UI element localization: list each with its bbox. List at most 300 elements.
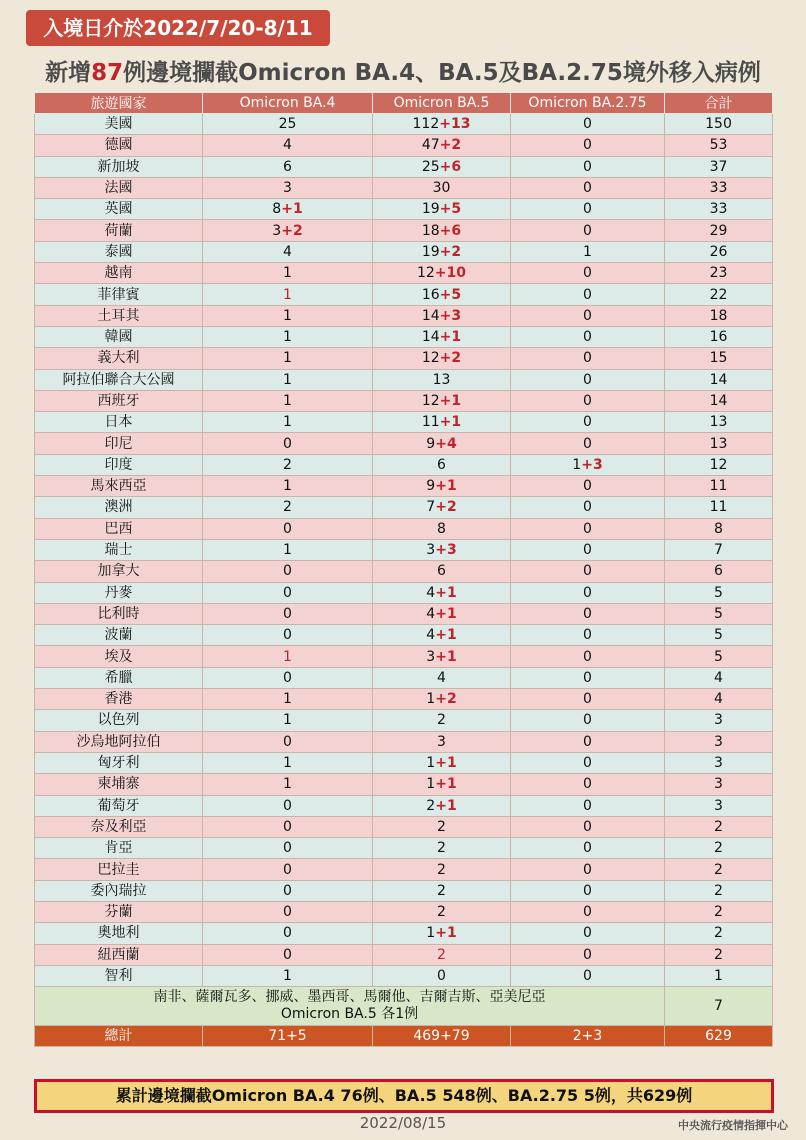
ba4-cell-base: 0 — [283, 733, 292, 750]
ba275-cell-base: 0 — [583, 648, 592, 665]
ba5-cell — [373, 476, 511, 497]
total-cell — [665, 582, 773, 603]
ba275-cell-base: 0 — [583, 371, 592, 388]
table-row — [35, 135, 773, 156]
ba275-cell-base: 0 — [583, 414, 592, 431]
total-cell-value: 2 — [714, 861, 723, 878]
ba5-cell-added: +2 — [439, 243, 462, 260]
country-cell — [35, 497, 203, 518]
table-row — [35, 156, 773, 177]
ba275-cell-added: +3 — [581, 456, 603, 473]
table-row — [35, 199, 773, 220]
ba4-cell-base: 1 — [283, 478, 292, 495]
total-cell — [665, 390, 773, 411]
table-row — [35, 838, 773, 859]
country-cell — [35, 476, 203, 497]
ba4-cell — [203, 476, 373, 497]
ba4-cell-base: 0 — [283, 861, 292, 878]
ba275-cell — [511, 923, 665, 944]
ba275-cell-base: 0 — [583, 669, 592, 686]
ba275-cell — [511, 199, 665, 220]
ba4-cell-base: 2 — [283, 499, 292, 516]
ba4-cell — [203, 880, 373, 901]
ba4-cell — [203, 433, 373, 454]
total-cell — [665, 731, 773, 752]
ba5-cell-added: +1 — [435, 648, 457, 665]
ba4-cell-base: 0 — [283, 627, 292, 644]
ba4-cell — [203, 412, 373, 433]
ba5-cell — [373, 689, 511, 710]
ba4-cell — [203, 284, 373, 305]
country-cell-value: 奧地利 — [97, 925, 140, 942]
ba275-cell — [511, 582, 665, 603]
ba5-cell-base: 1 — [426, 755, 436, 772]
total-cell-value: 26 — [709, 243, 728, 260]
ba5-cell — [373, 114, 511, 135]
country-cell-value: 阿拉伯聯合大公國 — [62, 371, 175, 388]
ba275-cell — [511, 603, 665, 624]
ba5-cell — [373, 497, 511, 518]
ba5-cell — [373, 582, 511, 603]
ba5-cell-base: 14 — [421, 329, 440, 346]
total-cell-value: 8 — [714, 520, 723, 537]
country-cell — [35, 838, 203, 859]
total-cell — [665, 838, 773, 859]
ba275-cell — [511, 369, 665, 390]
total-ba5: 469+79 — [373, 1026, 511, 1047]
country-cell — [35, 199, 203, 220]
country-cell — [35, 220, 203, 241]
ba5-cell-base: 2 — [437, 904, 446, 921]
total-cell-value: 22 — [709, 286, 728, 303]
ba5-cell — [373, 923, 511, 944]
total-cell — [665, 774, 773, 795]
ba4-cell — [203, 390, 373, 411]
ba4-cell-base: 1 — [283, 542, 292, 559]
total-cell — [665, 689, 773, 710]
total-cell-value: 7 — [714, 542, 723, 559]
country-cell-value: 荷蘭 — [104, 222, 133, 239]
ba4-cell — [203, 199, 373, 220]
country-cell — [35, 369, 203, 390]
country-cell — [35, 326, 203, 347]
ba4-cell-added: +1 — [281, 201, 303, 218]
country-cell — [35, 795, 203, 816]
ba5-cell-base: 12 — [421, 350, 440, 367]
total-cell — [665, 859, 773, 880]
ba4-cell — [203, 305, 373, 326]
table-row — [35, 518, 773, 539]
ba5-cell — [373, 667, 511, 688]
total-cell-value: 18 — [709, 307, 728, 324]
ba4-cell-base: 0 — [283, 904, 292, 921]
ba5-cell-added: +1 — [435, 584, 457, 601]
ba5-cell — [373, 710, 511, 731]
header-country: 旅遊國家 — [35, 93, 203, 114]
ba4-cell — [203, 923, 373, 944]
ba275-cell — [511, 625, 665, 646]
country-cell — [35, 689, 203, 710]
country-cell-value: 柬埔寨 — [97, 776, 140, 793]
ba5-cell-base: 2 — [437, 712, 446, 729]
ba5-cell-base: 11 — [421, 414, 440, 431]
others-cell — [35, 987, 665, 1026]
total-cell — [665, 326, 773, 347]
ba4-cell-base: 0 — [283, 605, 292, 622]
total-cell — [665, 667, 773, 688]
table-header-row — [35, 93, 773, 114]
table-row — [35, 923, 773, 944]
total-cell-value: 11 — [709, 478, 728, 495]
ba5-cell — [373, 326, 511, 347]
ba4-cell — [203, 369, 373, 390]
ba5-cell — [373, 284, 511, 305]
ba275-cell-base: 0 — [583, 776, 592, 793]
total-cell — [665, 539, 773, 560]
ba4-cell — [203, 454, 373, 475]
ba5-cell — [373, 412, 511, 433]
total-ba4: 71+5 — [203, 1026, 373, 1047]
total-cell — [665, 965, 773, 986]
country-cell — [35, 433, 203, 454]
ba5-cell — [373, 263, 511, 284]
total-cell — [665, 880, 773, 901]
table-row — [35, 859, 773, 880]
total-cell-value: 33 — [709, 180, 728, 197]
country-cell — [35, 561, 203, 582]
ba5-cell — [373, 305, 511, 326]
country-cell — [35, 603, 203, 624]
country-cell-value: 肯亞 — [104, 840, 133, 857]
ba275-cell-base: 0 — [583, 520, 592, 537]
total-cell-value: 3 — [714, 797, 723, 814]
ba5-cell — [373, 603, 511, 624]
ba4-cell-base: 0 — [283, 840, 292, 857]
ba275-cell-base: 0 — [583, 542, 592, 559]
ba275-cell — [511, 433, 665, 454]
ba5-cell-base: 18 — [421, 222, 440, 239]
ba5-cell-base: 6 — [437, 456, 446, 473]
country-cell-value: 法國 — [104, 180, 133, 197]
total-cell — [665, 177, 773, 198]
table-row — [35, 710, 773, 731]
table-row — [35, 539, 773, 560]
ba275-cell — [511, 731, 665, 752]
total-cell-value: 29 — [709, 222, 728, 239]
ba5-cell-base: 3 — [426, 648, 436, 665]
title-number: 87 — [91, 60, 124, 86]
ba5-cell — [373, 774, 511, 795]
header-ba5: Omicron BA.5 — [373, 93, 511, 114]
country-cell-value: 土耳其 — [97, 307, 140, 324]
table-row — [35, 795, 773, 816]
country-cell — [35, 667, 203, 688]
ba5-cell-base: 4 — [426, 605, 436, 622]
ba275-cell-base: 0 — [583, 946, 592, 963]
total-cell — [665, 454, 773, 475]
table-row — [35, 263, 773, 284]
ba5-cell-added: +1 — [435, 605, 457, 622]
ba4-cell — [203, 646, 373, 667]
ba275-cell-base: 0 — [583, 222, 592, 239]
country-cell-value: 以色列 — [97, 712, 140, 729]
ba5-cell-base: 3 — [426, 542, 436, 559]
case-table — [34, 92, 773, 1047]
ba275-cell — [511, 284, 665, 305]
ba5-cell-base: 2 — [426, 797, 436, 814]
country-cell — [35, 135, 203, 156]
ba275-cell — [511, 689, 665, 710]
ba275-cell-base: 0 — [583, 137, 592, 154]
total-cell-value: 33 — [709, 201, 728, 218]
country-cell-value: 奈及利亞 — [90, 818, 147, 835]
country-cell — [35, 625, 203, 646]
table-row — [35, 774, 773, 795]
country-cell — [35, 901, 203, 922]
country-cell-value: 日本 — [104, 414, 133, 431]
total-cell-value: 11 — [709, 499, 728, 516]
total-ba275: 2+3 — [511, 1026, 665, 1047]
table-row — [35, 689, 773, 710]
ba4-cell — [203, 135, 373, 156]
ba5-cell-added: +1 — [435, 478, 457, 495]
publish-date: 2022/08/15 — [359, 1114, 447, 1132]
ba4-cell-base: 1 — [283, 265, 292, 282]
table-row — [35, 667, 773, 688]
ba4-cell — [203, 901, 373, 922]
table-row — [35, 816, 773, 837]
table-row — [35, 561, 773, 582]
ba275-cell-base: 0 — [583, 584, 592, 601]
title-suffix: 例邊境攔截Omicron BA.4、BA.5及BA.2.75境外移入病例 — [123, 60, 761, 86]
others-total: 7 — [665, 987, 773, 1026]
ba4-cell — [203, 752, 373, 773]
ba275-cell-base: 0 — [583, 840, 592, 857]
total-cell — [665, 752, 773, 773]
ba5-cell — [373, 220, 511, 241]
country-cell — [35, 114, 203, 135]
country-cell-value: 新加坡 — [97, 158, 140, 175]
ba4-cell-base: 2 — [283, 456, 292, 473]
table-body — [35, 114, 773, 1047]
table-row — [35, 220, 773, 241]
ba5-cell-base: 4 — [426, 584, 436, 601]
table-row — [35, 348, 773, 369]
source-agency: 中央流行疫情指揮中心 — [678, 1119, 788, 1132]
ba5-cell — [373, 880, 511, 901]
country-cell-value: 比利時 — [97, 605, 140, 622]
ba275-cell-base: 0 — [583, 968, 592, 985]
ba5-cell — [373, 348, 511, 369]
total-cell-value: 4 — [714, 691, 723, 708]
ba5-cell-base: 2 — [437, 946, 446, 963]
country-cell-value: 芬蘭 — [104, 904, 133, 921]
ba275-cell-base: 0 — [583, 691, 592, 708]
ba275-cell — [511, 326, 665, 347]
ba5-cell-base: 19 — [421, 243, 440, 260]
total-cell-value: 5 — [714, 584, 723, 601]
ba5-cell-added: +2 — [435, 691, 457, 708]
table-row — [35, 454, 773, 475]
ba5-cell-added: +1 — [439, 414, 462, 431]
ba5-cell — [373, 199, 511, 220]
total-cell — [665, 433, 773, 454]
ba275-cell — [511, 667, 665, 688]
ba275-cell — [511, 880, 665, 901]
total-cell — [665, 561, 773, 582]
ba4-cell-base: 0 — [283, 818, 292, 835]
country-cell — [35, 241, 203, 262]
country-cell-value: 瑞士 — [104, 542, 133, 559]
country-cell — [35, 816, 203, 837]
ba275-cell-base: 0 — [583, 265, 592, 282]
cumulative-summary: 累計邊境攔截Omicron BA.4 76例、BA.5 548例、BA.2.75 5例，共629例 — [34, 1079, 774, 1113]
ba5-cell-added: +1 — [435, 925, 457, 942]
country-cell-value: 紐西蘭 — [97, 946, 140, 963]
country-cell — [35, 454, 203, 475]
ba5-cell — [373, 390, 511, 411]
country-cell-value: 智利 — [104, 968, 133, 985]
country-cell — [35, 284, 203, 305]
ba4-cell-base: 1 — [283, 691, 292, 708]
ba4-cell — [203, 582, 373, 603]
country-cell-value: 丹麥 — [104, 584, 133, 601]
country-cell — [35, 177, 203, 198]
ba275-cell — [511, 774, 665, 795]
country-cell — [35, 774, 203, 795]
total-cell-value: 15 — [709, 350, 728, 367]
total-cell-value: 2 — [714, 925, 723, 942]
ba5-cell-base: 25 — [421, 158, 440, 175]
ba4-cell-base: 4 — [283, 137, 292, 154]
ba5-cell — [373, 838, 511, 859]
table-row — [35, 114, 773, 135]
ba5-cell-base: 9 — [426, 478, 436, 495]
total-cell — [665, 220, 773, 241]
ba275-cell — [511, 901, 665, 922]
table-row — [35, 603, 773, 624]
country-cell-value: 美國 — [104, 116, 133, 133]
ba4-cell — [203, 539, 373, 560]
ba275-cell — [511, 135, 665, 156]
ba4-cell — [203, 731, 373, 752]
others-countries: 南非、薩爾瓦多、挪威、墨西哥、馬爾他、吉爾吉斯、亞美尼亞 — [153, 989, 546, 1006]
ba4-cell-base: 8 — [272, 201, 282, 218]
ba5-cell — [373, 901, 511, 922]
country-cell-value: 越南 — [104, 265, 133, 282]
total-cell — [665, 518, 773, 539]
country-cell — [35, 923, 203, 944]
ba4-cell — [203, 241, 373, 262]
ba275-cell-base: 0 — [583, 201, 592, 218]
ba4-cell-base: 6 — [283, 158, 292, 175]
ba275-cell — [511, 114, 665, 135]
ba4-cell-base: 1 — [283, 371, 292, 388]
ba4-cell-base: 0 — [283, 797, 292, 814]
total-cell — [665, 816, 773, 837]
ba4-cell — [203, 156, 373, 177]
ba5-cell-base: 2 — [437, 861, 446, 878]
ba5-cell — [373, 177, 511, 198]
ba4-cell-base: 1 — [283, 393, 292, 409]
total-cell — [665, 795, 773, 816]
ba275-cell-base: 0 — [583, 180, 592, 197]
table-row-others — [35, 987, 773, 1026]
ba5-cell-added: +1 — [435, 755, 457, 772]
ba275-cell-base: 0 — [583, 904, 592, 921]
date-range-badge: 入境日介於2022/7/20-8/11 — [26, 10, 330, 46]
ba4-cell — [203, 603, 373, 624]
ba5-cell — [373, 625, 511, 646]
ba275-cell — [511, 454, 665, 475]
total-cell-value: 5 — [714, 627, 723, 644]
ba5-cell-added: +10 — [434, 265, 467, 282]
country-cell-value: 沙烏地阿拉伯 — [76, 733, 161, 750]
ba5-cell — [373, 241, 511, 262]
ba275-cell-base: 0 — [583, 286, 592, 303]
ba4-cell — [203, 518, 373, 539]
ba5-cell-added: +3 — [435, 542, 457, 559]
table-row — [35, 582, 773, 603]
country-cell-value: 澳洲 — [104, 499, 133, 516]
country-cell-value: 馬來西亞 — [90, 478, 147, 495]
country-cell-value: 印尼 — [104, 435, 133, 452]
ba5-cell-base: 16 — [421, 286, 440, 303]
country-cell-value: 韓國 — [104, 329, 133, 346]
total-cell — [665, 710, 773, 731]
ba4-cell — [203, 774, 373, 795]
total-cell-value: 14 — [709, 371, 728, 388]
ba5-cell-base: 8 — [437, 520, 446, 537]
total-all: 629 — [665, 1026, 773, 1047]
ba5-cell-base: 19 — [421, 201, 440, 218]
ba4-cell — [203, 859, 373, 880]
ba4-cell-base: 4 — [283, 243, 292, 260]
country-cell-value: 埃及 — [104, 648, 133, 665]
title-prefix: 新增 — [45, 60, 92, 86]
ba5-cell-added: +1 — [435, 627, 457, 644]
table-row — [35, 497, 773, 518]
country-cell — [35, 944, 203, 965]
country-cell-value: 波蘭 — [104, 627, 133, 644]
ba275-cell — [511, 220, 665, 241]
ba275-cell — [511, 497, 665, 518]
ba275-cell-base: 0 — [583, 350, 592, 367]
ba5-cell-base: 14 — [421, 307, 440, 324]
ba4-cell-base: 1 — [283, 414, 292, 431]
total-cell — [665, 923, 773, 944]
total-cell-value: 12 — [709, 456, 728, 473]
ba4-cell-base: 3 — [283, 180, 292, 197]
ba4-cell-base: 0 — [283, 520, 292, 537]
ba275-cell — [511, 241, 665, 262]
ba275-cell — [511, 305, 665, 326]
ba5-cell-base: 7 — [426, 499, 436, 516]
ba275-cell-base: 0 — [583, 733, 592, 750]
header-ba275: Omicron BA.2.75 — [511, 93, 665, 114]
ba4-cell-added: +2 — [281, 222, 303, 239]
ba4-cell-base: 1 — [283, 968, 292, 985]
ba4-cell — [203, 795, 373, 816]
table-row — [35, 944, 773, 965]
total-cell — [665, 348, 773, 369]
total-cell-value: 150 — [705, 116, 732, 133]
total-cell — [665, 135, 773, 156]
country-cell-value: 巴西 — [104, 520, 133, 537]
total-cell — [665, 156, 773, 177]
table-row — [35, 284, 773, 305]
total-cell — [665, 476, 773, 497]
